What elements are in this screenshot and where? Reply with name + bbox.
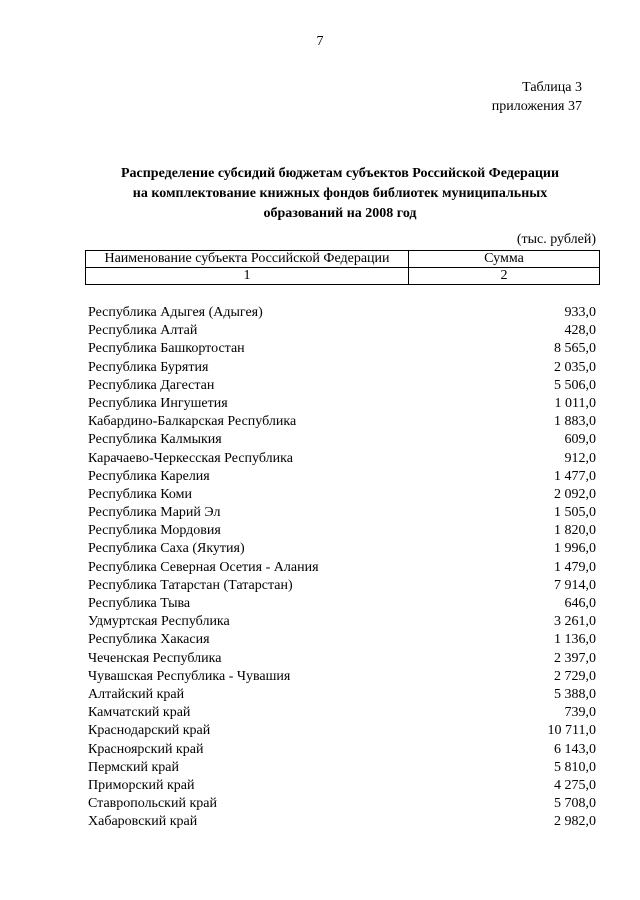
subsidy-amount: 5 388,0	[554, 686, 596, 702]
subsidy-amount: 6 143,0	[554, 741, 596, 757]
table-ref-line1: Таблица 3	[522, 80, 582, 95]
table-row	[88, 413, 596, 431]
subsidy-amount: 1 883,0	[554, 414, 596, 430]
region-name: Республика Татарстан (Татарстан)	[88, 577, 293, 593]
region-name: Чувашская Республика - Чувашия	[88, 668, 291, 684]
table-row	[88, 613, 596, 631]
region-name: Республика Коми	[88, 486, 192, 502]
region-name: Республика Башкортостан	[88, 341, 245, 357]
subsidy-amount: 609,0	[564, 432, 596, 448]
region-name: Республика Ингушетия	[88, 395, 228, 411]
subsidy-amount: 5 708,0	[554, 796, 596, 812]
subsidy-amount: 3 261,0	[554, 614, 596, 630]
region-name: Республика Калмыкия	[88, 432, 222, 448]
region-name: Хабаровский край	[88, 814, 198, 830]
subsidy-amount: 428,0	[564, 323, 596, 339]
region-name: Республика Алтай	[88, 323, 198, 339]
subsidy-amount: 739,0	[564, 705, 596, 721]
table-row	[88, 486, 596, 504]
title-line2: на комплектование книжных фондов библиотек муниципальных	[132, 186, 548, 201]
table-row	[88, 650, 596, 668]
table-row	[88, 540, 596, 558]
table-row	[88, 795, 596, 813]
table-row	[88, 668, 596, 686]
region-name: Республика Северная Осетия - Алания	[88, 559, 319, 575]
region-name: Удмуртская Республика	[88, 614, 230, 630]
region-name: Алтайский край	[88, 686, 185, 702]
table-row	[88, 377, 596, 395]
title-line3: образований на 2008 год	[263, 206, 417, 221]
table-row	[88, 704, 596, 722]
table-row	[88, 340, 596, 358]
region-name: Республика Адыгея (Адыгея)	[88, 305, 263, 320]
table-ref-line2: приложения 37	[491, 99, 582, 114]
table-row	[88, 759, 596, 777]
subsidy-amount: 2 397,0	[554, 650, 596, 666]
subsidy-amount: 2 729,0	[554, 668, 596, 684]
region-name: Республика Саха (Якутия)	[88, 541, 245, 557]
subsidy-amount: 5 810,0	[554, 759, 596, 775]
page-number: 7	[316, 34, 324, 49]
subsidy-amount: 7 914,0	[554, 577, 596, 593]
region-name: Республика Хакасия	[88, 632, 210, 648]
column-number-2: 2	[409, 268, 600, 285]
subsidy-amount: 646,0	[564, 596, 596, 611]
region-name: Пермский край	[88, 759, 179, 775]
subsidy-amount: 1 477,0	[554, 468, 596, 484]
table-row	[88, 741, 596, 759]
region-name: Республика Мордовия	[88, 523, 221, 539]
subsidy-amount: 1 479,0	[554, 559, 596, 575]
table-row	[88, 631, 596, 649]
column-header-sum: Сумма	[409, 251, 600, 268]
table-row	[88, 559, 596, 577]
table-header	[85, 250, 600, 285]
region-name: Краснодарский край	[88, 723, 211, 739]
column-number-1: 1	[86, 268, 409, 285]
table-row	[88, 504, 596, 522]
subsidy-amount: 4 275,0	[554, 777, 596, 793]
data-rows	[88, 304, 596, 831]
subsidy-amount: 912,0	[564, 450, 596, 466]
table-row	[88, 322, 596, 340]
table-row	[88, 577, 596, 595]
table-reference	[492, 78, 582, 116]
subsidy-amount: 10 711,0	[547, 723, 596, 739]
subsidy-amount: 5 506,0	[554, 377, 596, 393]
region-name: Республика Дагестан	[88, 377, 215, 393]
table-row	[88, 359, 596, 377]
region-name: Кабардино-Балкарская Республика	[88, 414, 297, 430]
region-name: Камчатский край	[88, 705, 191, 721]
region-name: Чеченская Республика	[88, 650, 222, 666]
column-header-name: Наименование субъекта Российской Федерации	[86, 251, 409, 268]
region-name: Республика Тыва	[88, 596, 191, 611]
subsidy-amount: 1 996,0	[554, 541, 596, 557]
subsidy-amount: 1 820,0	[554, 523, 596, 539]
region-name: Республика Карелия	[88, 468, 210, 484]
table-row	[88, 813, 596, 831]
subsidy-amount: 1 011,0	[554, 395, 596, 411]
subsidy-amount: 2 035,0	[554, 359, 596, 375]
table-row	[88, 395, 596, 413]
table-row	[88, 304, 596, 322]
region-name: Ставропольский край	[88, 796, 217, 812]
subsidy-amount: 2 092,0	[554, 486, 596, 502]
subsidy-amount: 1 136,0	[554, 632, 596, 648]
table-row	[88, 431, 596, 449]
subsidy-amount: 8 565,0	[554, 341, 596, 357]
table-row	[88, 595, 596, 613]
region-name: Приморский край	[88, 777, 195, 793]
region-name: Красноярский край	[88, 741, 204, 757]
subsidy-amount: 2 982,0	[554, 814, 596, 830]
region-name: Республика Бурятия	[88, 359, 209, 375]
table-row	[88, 450, 596, 468]
subsidy-amount: 933,0	[564, 305, 596, 320]
title-line1: Распределение субсидий бюджетам субъектов Российской Федерации	[120, 166, 560, 181]
subsidy-amount: 1 505,0	[554, 505, 596, 521]
table-row	[88, 722, 596, 740]
table-row	[88, 686, 596, 704]
document-title	[90, 164, 590, 224]
table-row	[88, 468, 596, 486]
region-name: Республика Марий Эл	[88, 505, 221, 521]
table-row	[88, 777, 596, 795]
table-row	[88, 522, 596, 540]
units-label: (тыс. рублей)	[516, 232, 596, 247]
region-name: Карачаево-Черкесская Республика	[88, 450, 293, 466]
